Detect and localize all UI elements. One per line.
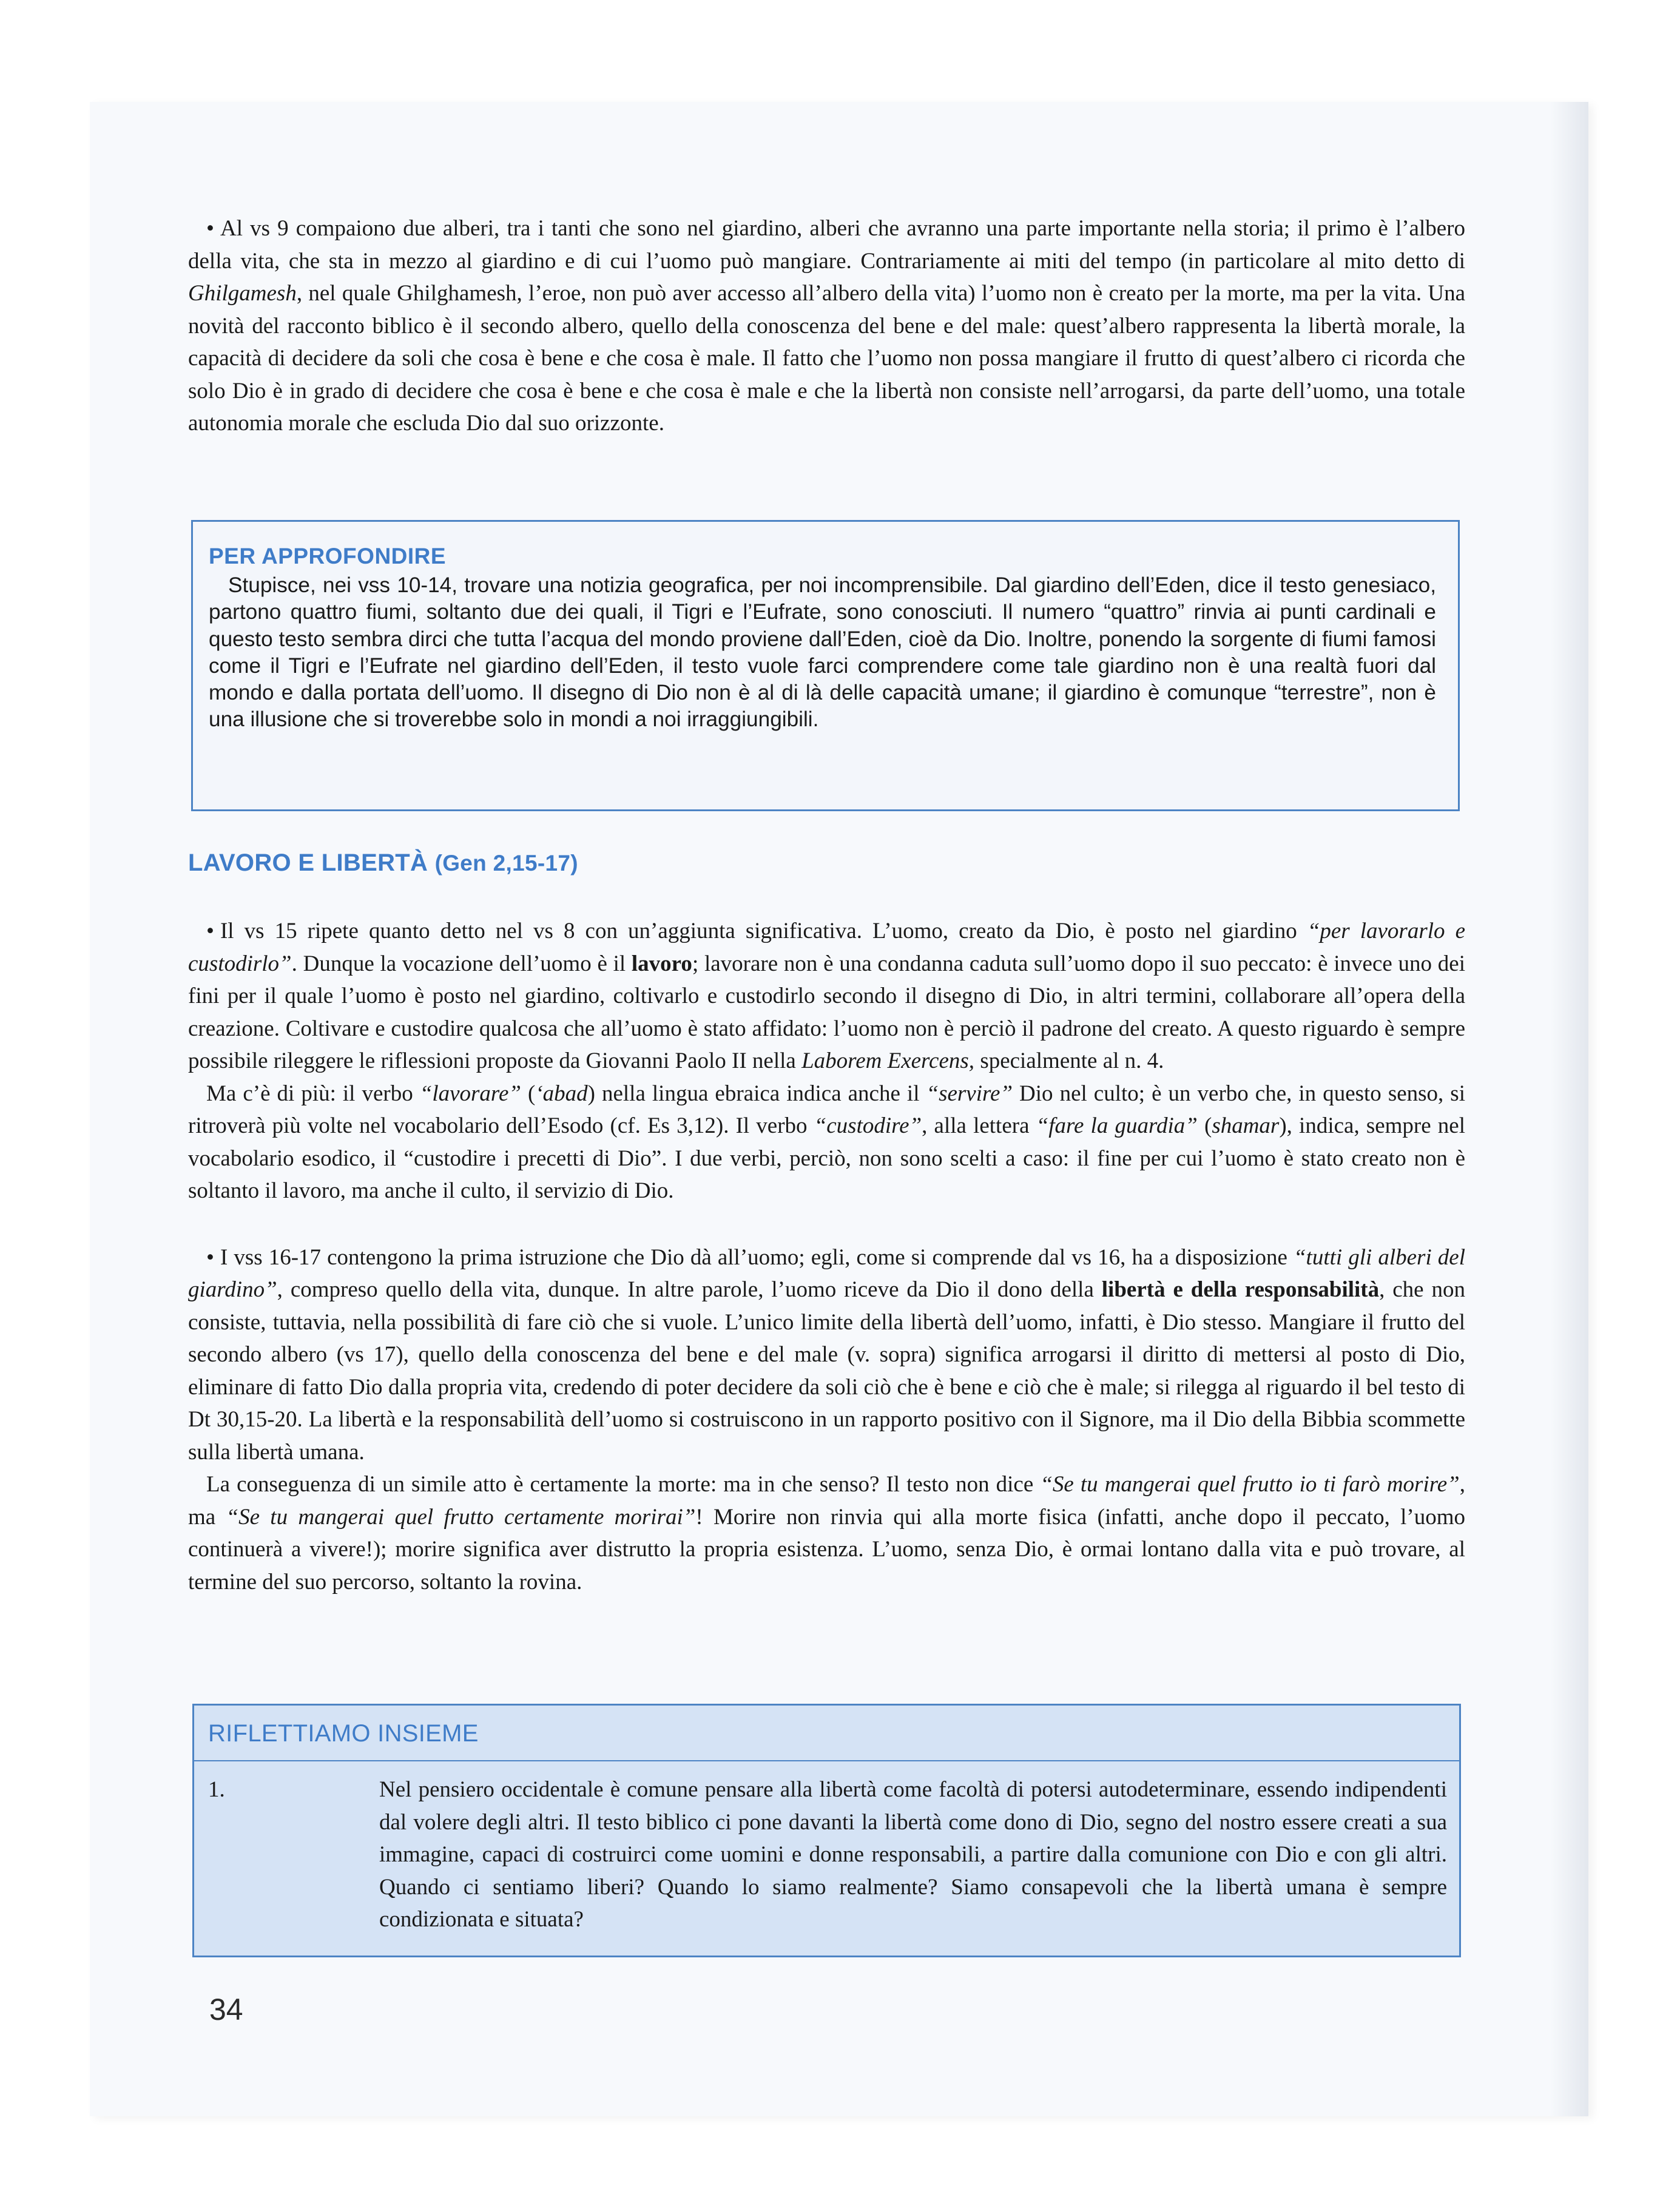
question-text: Nel pensiero occidentale è comune pensare alla libertà come facoltà di potersi autodeterminare, essendo indipendenti dal volere degli altri. Il testo biblico ci pone davanti la libertà come dono di Dio, segno del nostro essere creati a sua immagine, capaci di costruirci come uomini e donne responsabili, a partire dalla comunione con Dio e con gli altri. Quando ci sentiamo liberi? Quando lo siamo realmente? Siamo consapevoli che la libertà umana è sempre condizionata e situata? [379,1777,1447,1932]
strong-text: libertà e della responsabilità [1101,1277,1380,1302]
intro-section [188,212,1465,440]
section-title-text: LAVORO E LIBERTÀ [188,849,428,876]
text-run: ), indica, sempre nel vocabolario esodico, il “custodire i precetti di Dio”. I due verbi, perciò, non sono scelti a caso: il fine per cui l’uomo è stato creato non è soltanto il lavoro, ma anche il culto, il servizio di Dio. [188,1113,1465,1203]
emphasis: Ghilgamesh [188,281,297,306]
bullet: • [206,216,214,241]
text-run: I vss 16-17 contengono la prima istruzione che Dio dà all’uomo; egli, come si comprende dal vs 16, ha a disposizione [220,1244,1294,1270]
strong-text: lavoro [631,951,692,976]
emphasis: shamar [1212,1113,1280,1138]
emphasis: “lavorare” [419,1081,521,1106]
divider [194,1760,1459,1761]
text-run: ( [521,1081,536,1106]
text-run: ) nella lingua ebraica indica anche il [587,1081,926,1106]
text-run: Il vs 15 ripete quanto detto nel vs 8 con un’aggiunta significativa. L’uomo, creato da Dio, è posto nel giardino [220,919,1307,943]
question-number: 1. [208,1777,225,1802]
emphasis: “servire” [926,1081,1013,1106]
approfondire-title: PER APPROFONDIRE [209,544,447,569]
text-run: ! Morire non rinvia qui alla morte fisica (infatti, anche dopo il peccato, l’uomo continuerà a vivere!); morire significa aver distrutto la propria esistenza. L’uomo, senza Dio, è ormai lontano dalla vita e può trovare, al termine del suo percorso, soltanto la rovina. [188,1504,1465,1595]
bullet: • [206,1244,214,1270]
text-run: , ma [188,1472,1465,1530]
emphasis: “custodire” [814,1113,922,1138]
text-run: . Dunque la vocazione dell’uomo è il [291,951,632,976]
emphasis: “tutti gli alberi del giardino” [188,1244,1465,1302]
emphasis: Laborem Exercens, [801,1048,975,1073]
text-run: ( [1197,1113,1212,1138]
riflettiamo-box [192,1704,1461,1957]
text-run: , che non consiste, tuttavia, nella possibilità di fare ciò che si vuole. L’unico limite della libertà dell’uomo, infatti, è Dio stesso. Mangiare il frutto del secondo albero (vs 17), quello della conoscenza del bene e del male (v. sopra) significa arrogarsi il diritto di mettersi al posto di Dio, eliminare di fatto Dio dalla propria vita, credendo di poter decidere da soli ciò che è bene e ciò che è male; si rilegga al riguardo il bel testo di Dt 30,15-20. La libertà e la responsabilità dell’uomo si costruiscono in un rapporto positivo con il Signore, ma il Dio della Bibbia scommette sulla libertà umana. [188,1277,1465,1465]
section-title [188,849,578,877]
text-run: La conseguenza di un simile atto è certamente la morte: ma in che senso? Il testo non dice [206,1472,1041,1497]
emphasis: “Se tu mangerai quel frutto io ti farò morire” [1040,1472,1460,1497]
approfondire-box [191,520,1460,811]
text-run: , compreso quello della vita, dunque. In altre parole, l’uomo riceve da Dio il dono della [277,1277,1102,1302]
intro-paragraph [188,212,1465,440]
emphasis: “per lavorarlo e custodirlo” [188,919,1465,976]
text-run: , nel quale Ghilghamesh, l’eroe, non può aver accesso all’albero della vita) l’uomo non è creato per la morte, ma per la vita. Una novità del racconto biblico è il secondo albero, quello della conoscenza del bene e del male: quest’albero rappresenta la libertà morale, la capacità di decidere da soli che cosa è bene e che cosa è male. Il fatto che l’uomo non possa mangiare il frutto di quest’albero ci ricorda che solo Dio è in grado di decidere che cosa è bene e che cosa è male e che la libertà non consiste nell’arrogarsi, da parte dell’uomo, una totale autonomia morale che escluda Dio dal suo orizzonte. [188,281,1465,436]
text-run: Dio nel culto; è un verbo che, in questo senso, si ritroverà più volte nel vocabolario dell’Esodo (cf. Es 3,12). Il verbo [188,1081,1465,1138]
page-number: 34 [209,1993,243,2027]
lavoro-paragraph-3 [188,1241,1465,1469]
lavoro-paragraph-1 [188,915,1465,1078]
riflettiamo-title: RIFLETTIAMO INSIEME [208,1720,479,1747]
bullet: • [206,919,214,943]
emphasis: “fare la guardia” [1036,1113,1198,1138]
text-run: Al vs 9 compaiono due alberi, tra i tanti che sono nel giardino, alberi che avranno una parte importante nella storia; il primo è l’albero della vita, che sta in mezzo al giardino e di cui l’uomo può mangiare. Contrariamente ai miti del tempo (in particolare al mito detto di [188,216,1465,274]
lavoro-section [188,915,1465,1598]
emphasis: “Se tu mangerai quel frutto certamente morirai” [226,1504,696,1530]
approfondire-text: Stupisce, nei vss 10-14, trovare una notizia geografica, per noi incomprensibile. Dal giardino dell’Eden, dice il testo genesiaco, partono quattro fiumi, soltanto due dei quali, il Tigri e l’Eufrate, sono conosciuti. Il numero “quattro” rinvia ai punti cardinali e questo testo sembra dirci che tutta l’acqua del mondo proviene dall’Eden, cioè da Dio. Inoltre, ponendo la sorgente di fiumi famosi come il Tigri e l’Eufrate nel giardino dell’Eden, il testo vuole farci comprendere come tale giardino non è una realtà fuori dal mondo e dalla portata dell’uomo. Il disegno di Dio non è al di là delle capacità umane; il giardino è comunque “terrestre”, non è una illusione che si troverebbe solo in mondi a noi irraggiungibili. [209,573,1436,732]
text-run: specialmente al n. 4. [974,1048,1164,1073]
page-edge-shadow [1550,102,1588,2116]
section-title-reference: (Gen 2,15-17) [434,851,578,876]
text-run: , alla lettera [922,1113,1036,1138]
lavoro-paragraph-4 [188,1468,1465,1598]
text-run: Ma c’è di più: il verbo [206,1081,420,1106]
emphasis: ‘abad [535,1081,588,1106]
lavoro-paragraph-2 [188,1078,1465,1207]
text-run: ; lavorare non è una condanna caduta sull’uomo dopo il suo peccato: è invece uno dei fini per il quale l’uomo è posto nel giardino, coltivarlo e custodirlo secondo il disegno di Dio, in altri termini, collaborare all’opera della creazione. Coltivare e custodire qualcosa che all’uomo è stato affidato: l’uomo non è perciò il padrone del creato. A questo riguardo è sempre possibile rileggere le riflessioni proposte da Giovanni Paolo II nella [188,951,1465,1073]
